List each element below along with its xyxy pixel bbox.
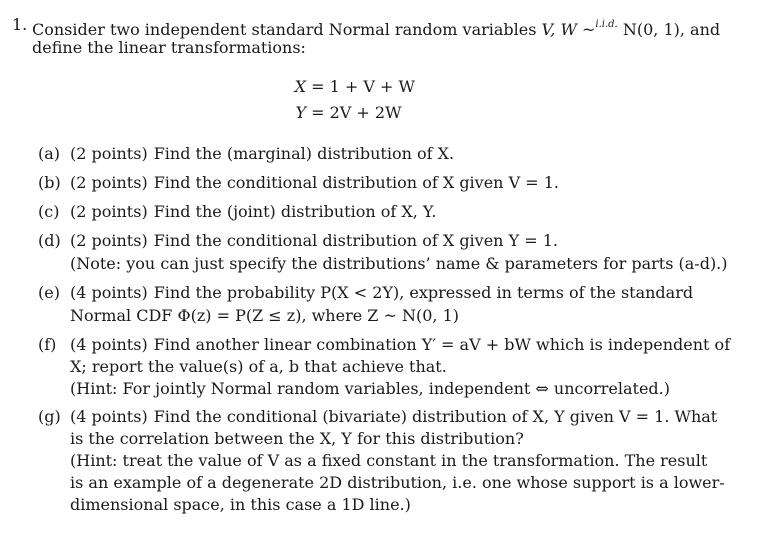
part-g-label: (g) xyxy=(38,407,61,426)
part-f-text: Find another linear combination Y′ = aV + bW which is independent of xyxy=(153,335,731,354)
intro-vars: V, W xyxy=(541,20,577,39)
part-g-line-5: dimensional space, in this case a 1D line.) xyxy=(70,495,411,514)
eq2-rhs: = 2V + 2W xyxy=(306,103,402,122)
part-a-points: (2 points) xyxy=(70,144,148,163)
part-g-line-2: is the correlation between the X, Y for this distribution? xyxy=(70,429,524,448)
part-c-line-1 xyxy=(70,201,437,223)
part-d-points: (2 points) xyxy=(70,231,148,250)
part-g-text: Find the conditional (bivariate) distribution of X, Y given V = 1. What xyxy=(153,407,718,426)
part-e-text: Find the probability P(X < 2Y), expressed in terms of the standard xyxy=(153,283,694,302)
eq2-lhs: Y xyxy=(295,103,306,122)
part-f-line-2: X; report the value(s) of a, b that achieve that. xyxy=(70,357,447,376)
equation-y xyxy=(280,102,402,124)
part-g-line-3: (Hint: treat the value of V as a fixed constant in the transformation. The result xyxy=(70,451,708,470)
intro-dist: N(0, 1), and xyxy=(617,20,721,39)
part-a-text: Find the (marginal) distribution of X. xyxy=(153,144,455,163)
part-b-text: Find the conditional distribution of X given V = 1. xyxy=(153,173,559,192)
eq1-rhs: = 1 + V + W xyxy=(306,77,415,96)
part-d-label: (d) xyxy=(38,231,61,250)
part-a-label: (a) xyxy=(38,144,61,163)
problem-intro-line2: define the linear transformations: xyxy=(32,38,306,57)
part-g-line-4: is an example of a degenerate 2D distribution, i.e. one whose support is a lower- xyxy=(70,473,725,492)
part-f-line-3: (Hint: For jointly Normal random variables, independent ⇔ uncorrelated.) xyxy=(70,379,670,398)
part-e-line-2: Normal CDF Φ(z) = P(Z ≤ z), where Z ~ N(0, 1) xyxy=(70,306,459,325)
intro-iid: i.i.d. xyxy=(595,19,618,30)
problem-number: 1. xyxy=(12,15,28,34)
part-e-label: (e) xyxy=(38,283,60,302)
part-d-line-1 xyxy=(70,230,558,252)
part-e-points: (4 points) xyxy=(70,283,148,302)
part-b-points: (2 points) xyxy=(70,173,148,192)
part-a-line-1 xyxy=(70,143,454,165)
part-c-points: (2 points) xyxy=(70,202,148,221)
part-f-label: (f) xyxy=(38,335,57,354)
part-g-points: (4 points) xyxy=(70,407,148,426)
part-d-line-2: (Note: you can just specify the distributions’ name & parameters for parts (a-d).) xyxy=(70,254,728,273)
equation-x xyxy=(280,76,415,98)
part-b-label: (b) xyxy=(38,173,61,192)
part-f-line-1 xyxy=(70,334,730,356)
eq1-lhs: X xyxy=(294,77,306,96)
part-d-text: Find the conditional distribution of X given Y = 1. xyxy=(153,231,558,250)
part-c-text: Find the (joint) distribution of X, Y. xyxy=(153,202,437,221)
part-e-line-1 xyxy=(70,282,693,304)
part-f-points: (4 points) xyxy=(70,335,148,354)
part-g-line-1 xyxy=(70,406,717,428)
intro-text: Consider two independent standard Normal random variables xyxy=(32,20,542,39)
part-c-label: (c) xyxy=(38,202,60,221)
intro-tilde: ~ xyxy=(576,20,596,39)
part-b-line-1 xyxy=(70,172,559,194)
